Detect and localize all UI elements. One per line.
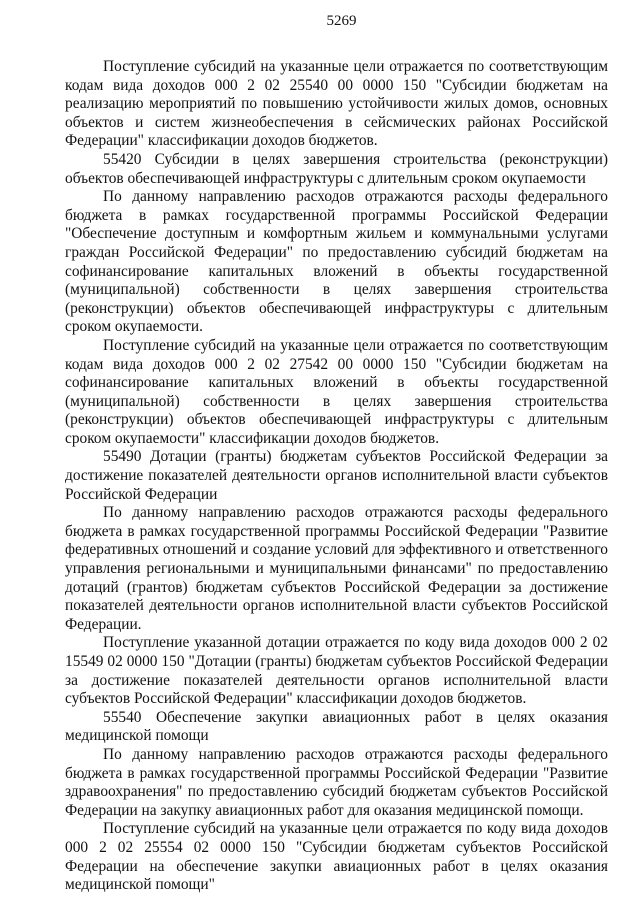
- paragraph-subsidy-receipt-55540: Поступление субсидий на указанные цели отражается по коду вида доходов 000 2 02 25554 02 0000 150 "Субсидии бюджетам субъектов Российской Федерации на обеспечение закупки авиационных работ в целях оказания медицинской помощи": [65, 820, 608, 894]
- paragraph-subsidy-receipt-55420: Поступление субсидий на указанные цели отражается по соответствующим кодам вида доходов 000 2 02 27542 00 0000 150 "Субсидии бюджетам на софинансирование капитальных вложений в объекты государственной (муниципальной) собственности в целях завершения строительства (реконструкции) объектов обеспечивающей инфраструктуры с длительным сроком окупаемости" классификации доходов бюджетов.: [65, 336, 608, 447]
- paragraph-heading-55490: 55490 Дотации (гранты) бюджетам субъектов Российской Федерации за достижение показателей деятельности органов исполнительной власти субъектов Российской Федерации: [65, 448, 608, 503]
- paragraph-subsidy-receipt-seismic: Поступление субсидий на указанные цели отражается по соответствующим кодам вида доходов 000 2 02 25540 00 0000 150 "Субсидии бюджетам на реализацию мероприятий по повышению устойчивости жилых домов, основных объектов и систем жизнеобеспечения в сейсмических районах Российской Федерации" классификации доходов бюджетов.: [65, 58, 608, 150]
- page-number: 5269: [326, 13, 357, 29]
- paragraph-expenses-55420: По данному направлению расходов отражаются расходы федерального бюджета в рамках государственной программы Российской Федерации "Обеспечение доступным и комфортным жильем и коммунальными услугами граждан Российской Федерации" по предоставлению субсидий бюджетам на софинансирование капитальных вложений в объекты государственной (муниципальной) собственности в целях завершения строительства (реконструкции) объектов обеспечивающей инфраструктуры с длительным сроком окупаемости.: [65, 188, 608, 336]
- paragraph-grant-receipt-55490: Поступление указанной дотации отражается по коду вида доходов 000 2 02 15549 02 0000 150 "Дотации (гранты) бюджетам субъектов Российской Федерации за достижение показателей деятельности органов исполнительной власти субъектов Российской Федерации" классификации доходов бюджетов.: [65, 634, 608, 708]
- paragraph-expenses-55540: По данному направлению расходов отражаются расходы федерального бюджета в рамках государственной программы Российской Федерации "Развитие здравоохранения" по предоставлению субсидий бюджетам субъектов Российской Федерации на закупку авиационных работ для оказания медицинской помощи.: [65, 745, 608, 819]
- paragraph-expenses-55490: По данному направлению расходов отражаются расходы федерального бюджета в рамках государственной программы Российской Федерации "Развитие федеративных отношений и создание условий для эффективного и ответственного управления региональными и муниципальными финансами" по предоставлению дотаций (грантов) бюджетам субъектов Российской Федерации за достижение показателей деятельности органов исполнительной власти субъектов Российской Федерации.: [65, 504, 608, 633]
- paragraph-heading-55420: 55420 Субсидии в целях завершения строительства (реконструкции) объектов обеспечивающей инфраструктуры с длительным сроком окупаемости: [65, 150, 608, 187]
- paragraph-heading-55540: 55540 Обеспечение закупки авиационных работ в целях оказания медицинской помощи: [65, 708, 608, 745]
